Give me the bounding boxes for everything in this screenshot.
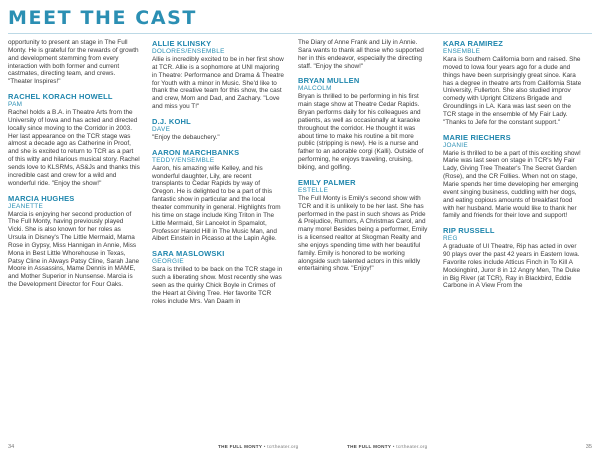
cast-member-name: D.J. KOHL: [152, 116, 191, 126]
bio-paragraph: "Enjoy the debauchery.": [152, 133, 220, 141]
column-2: [152, 39, 284, 305]
bio-paragraph: Marcia is enjoying her second production of The Full Monty, having previously played Vicki. She is also known for her roles as Ursula in Disney's The Little Mermaid, Mama Rose in Gypsy, Miss Hannigan in Annie, Miss Mona in Best Little Whorehouse in Texas, Patsy Cline in Always Patsy Cline, Sarah Jane Moore in Assassins, Mame Dennis in MAME, and Mother Superior in Nunsense. Marcia is the Development Director for Four Oaks.: [8, 210, 140, 289]
column-4: [443, 39, 583, 290]
bio-paragraph: A graduate of UI Theatre, Rip has acted in over 90 plays over the past 42 years in Eastern Iowa. Favorite roles include Atticus Finch in To Kill A Mockingbird, Juror 8 in 12 Angry Men, The Duke in Big River (at TCR), Ray in Blackbird, Eddie Carbone in A View From the: [443, 243, 580, 290]
cast-member-name: BRYAN MULLEN: [298, 76, 360, 86]
cast-member-name: SARA MASLOWSKI: [152, 249, 225, 259]
bio-paragraph: Bryan is thrilled to be performing in his first main stage show at Theatre Cedar Rapids. Bryan performs daily for his colleagues and patients, as well as occasionally at karaoke throughout the corridor. He thought it was about time to make his routine a bit more public (stripping is new). He is a nurse and father to an adorable corgi (Kalli). Outside of performing, he enjoys traveling, cruising, biking, and golfing.: [298, 93, 424, 171]
bio-paragraph: Marie is thrilled to be a part of this exciting show! Marie was last seen on stage in TCR's My Fair Lady, Giving Tree Theater's The Secret Garden (Rose), and the CR Follies. When not on stage, Marie spends her time developing her emerging event singing business, cuddling with her dogs, and eating copious amounts of breakfast food with her husband. Marie would like to thank her family and friends for their love and support!: [443, 149, 581, 220]
bio-paragraph: Allie is incredibly excited to be in her first show at TCR. Allie is a sophomore at UNI majoring in Theatre: Performance and Drama & Theatre for Youth with a minor in Music. She'd like to thank the creative team for this show, the cast and crew, Mom and Dad, and Zachary. "Love and miss you T!": [152, 56, 284, 111]
column-1: [8, 39, 140, 289]
cast-member-name: MARCIA HUGHES: [8, 193, 75, 203]
page-title: MEET THE CAST: [8, 7, 197, 29]
cast-member-role: DAVE: [152, 125, 171, 133]
page-number-left: 34: [8, 444, 15, 450]
bio-paragraph: opportunity to present an stage in The Full Monty. He is grateful for the rewards of growth and development stemming from every interaction with both former and current castmates, directing team, and crews. "Theater Inspires!": [8, 39, 139, 86]
cast-member-name: MARIE RIECHERS: [443, 132, 511, 142]
cast-member-name: RACHEL KORACH HOWELL: [8, 92, 113, 102]
bio-paragraph: The Diary of Anne Frank and Lily in Annie. Sara wants to thank all those who supported her in this endeavor, especially the directing staff. "Enjoy the show!": [298, 39, 424, 70]
bio-paragraph: Aaron, his amazing wife Kelley, and his wonderful daughter, Lily, are recent transplants to Cedar Rapids by way of Oregon. He is delighted to be a part of this fantastic show in particular and the local theater community in general. Highlights from his time on stage include King Triton in The Little Mermaid, Sir Lancelot in Spamalot, Professor Harold Hill in The Music Man, and Albert Einstein in Picasso at the Lapin Agile.: [152, 164, 281, 243]
cast-member-name: AARON MARCHBANKS: [152, 147, 240, 157]
cast-member-name: RIP RUSSELL: [443, 226, 495, 236]
cast-member-role: PAM: [8, 101, 23, 109]
title-divider: [8, 33, 592, 34]
bio-paragraph: Kara is Southern California born and raised. She moved to Iowa four years ago for a dude and things have been surprisingly great since. Kara has a degree in theatre arts from California State University, Fullerton. She also studied improv comedy with Upright Citizens Brigade and Groundlings in LA. Kara was last seen on the TCR stage in the ensemble of My Fair Lady. "Thanks to Jefe for the constant support.": [443, 56, 582, 126]
cast-member-role: JEANETTE: [8, 202, 44, 210]
cast-member-role: ENSEMBLE: [443, 48, 481, 55]
cast-member-role: TEDDY/ENSEMBLE: [152, 156, 215, 164]
running-head-site: • tcrtheater.org: [263, 444, 299, 449]
cast-member-role: MALCOLM: [298, 85, 332, 93]
cast-member-role: REG: [443, 235, 458, 243]
running-head-right: [347, 444, 428, 449]
bio-paragraph: Sara is thrilled to be back on the TCR stage in such a liberating show. Most recently she was seen as the quirky Chick Boyle in Crimes of the Heart at Giving Tree. Her favorite TCR roles include Mrs. Van Daam in: [152, 266, 283, 305]
cast-member-name: KARA RAMIREZ: [443, 39, 504, 48]
cast-member-role: DOLORES/ENSEMBLE: [152, 48, 225, 55]
cast-member-name: EMILY PALMER: [298, 177, 356, 187]
running-head-left: [218, 444, 299, 449]
cast-member-role: ESTELLE: [298, 186, 329, 194]
cast-member-role: GEORGIE: [152, 258, 184, 266]
running-head-show: THE FULL MONTY: [347, 444, 392, 449]
cast-member-name: ALLIE KLINSKY: [152, 39, 212, 48]
bio-paragraph: Rachel holds a B.A. in Theatre Arts from the University of Iowa and has acted and directed locally since moving to the Corridor in 2003. Her last appearance on the TCR stage was almost a decade ago as Catherine in Proof, and she is excited to return to TCR as a part of this witty and hilarious musical story. Rachel sends love to KLSRMs, AS&Js and thanks this incredible cast and crew for a wild and wonderful ride. "Enjoy the show!": [8, 109, 140, 187]
column-3: [298, 39, 430, 273]
page-number-right: 35: [585, 444, 592, 450]
bio-paragraph: The Full Monty is Emily's second show with TCR and it is unlikely to be her last. She has performed in the past in such shows as Pride & Prejudice, Rumors, A Christmas Carol, and many more! Besides being a performer, Emily is a licensed realtor at Skogman Realty and she enjoys spending time with her beautiful family. Emily is honored to be working alongside such talented actors in this wildly entertaining show. "Enjoy!": [298, 194, 428, 273]
running-head-show: THE FULL MONTY: [218, 444, 263, 449]
cast-member-role: JOANIE: [443, 141, 468, 149]
running-head-site: • tcrtheater.org: [392, 444, 428, 449]
